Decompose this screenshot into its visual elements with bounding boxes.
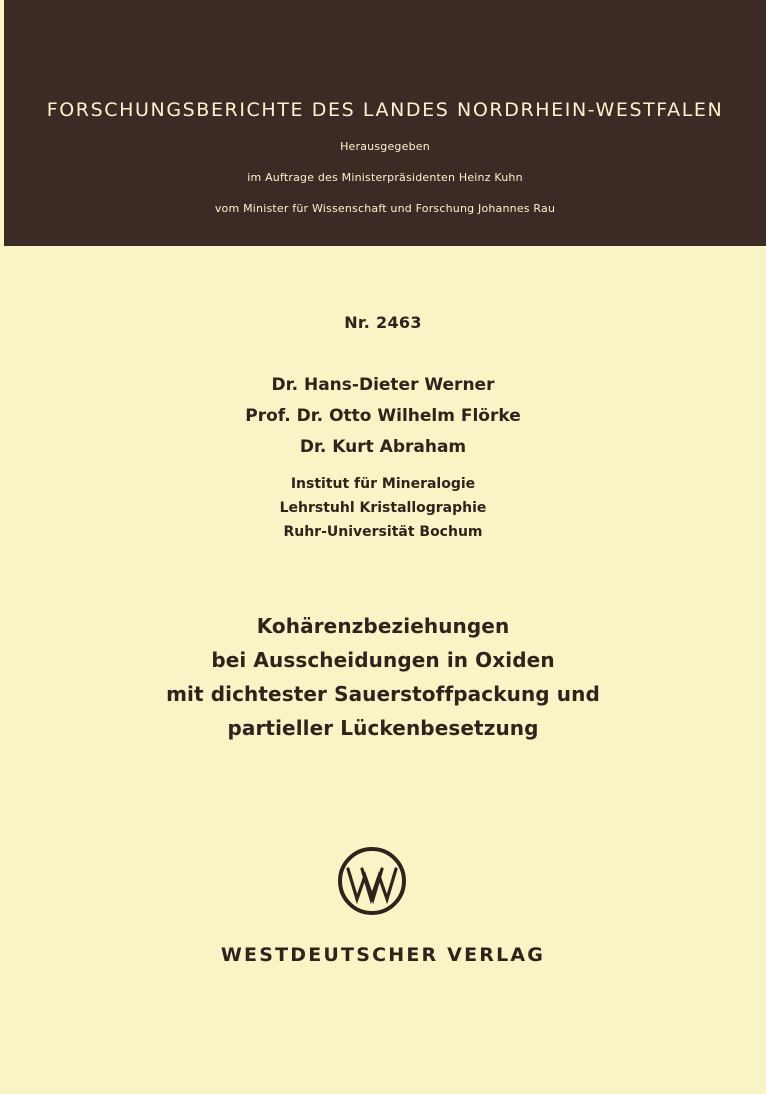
author-name: Dr. Kurt Abraham [299, 437, 467, 457]
book-title [0, 609, 766, 745]
editor-line-1: Herausgegeben [340, 140, 430, 153]
author-name: Prof. Dr. Otto Wilhelm Flörke [245, 406, 521, 426]
publisher-logo-icon [337, 846, 407, 916]
institute-line: Ruhr-Universität Bochum [283, 524, 483, 540]
title-line: Kohärenzbeziehungen [256, 614, 510, 638]
institute-block [0, 472, 766, 544]
editor-line-2: im Auftrage des Ministerpräsidenten Heinz Kuhn [247, 171, 523, 184]
author-list [0, 370, 766, 463]
institute-line: Institut für Mineralogie [290, 476, 476, 492]
series-title: FORSCHUNGSBERICHTE DES LANDES NORDRHEIN-WESTFALEN [46, 99, 724, 121]
author-name: Dr. Hans-Dieter Werner [271, 375, 495, 395]
title-line: mit dichtester Sauerstoffpackung und [166, 682, 600, 706]
editor-line-3: vom Minister für Wissenschaft und Forschung Johannes Rau [214, 202, 556, 215]
institute-line: Lehrstuhl Kristallographie [279, 500, 487, 516]
report-number: Nr. 2463 [344, 313, 422, 332]
title-line: partieller Lückenbesetzung [227, 716, 539, 740]
publisher-name: WESTDEUTSCHER VERLAG [220, 944, 546, 966]
title-line: bei Ausscheidungen in Oxiden [211, 648, 555, 672]
header-band [4, 0, 766, 246]
